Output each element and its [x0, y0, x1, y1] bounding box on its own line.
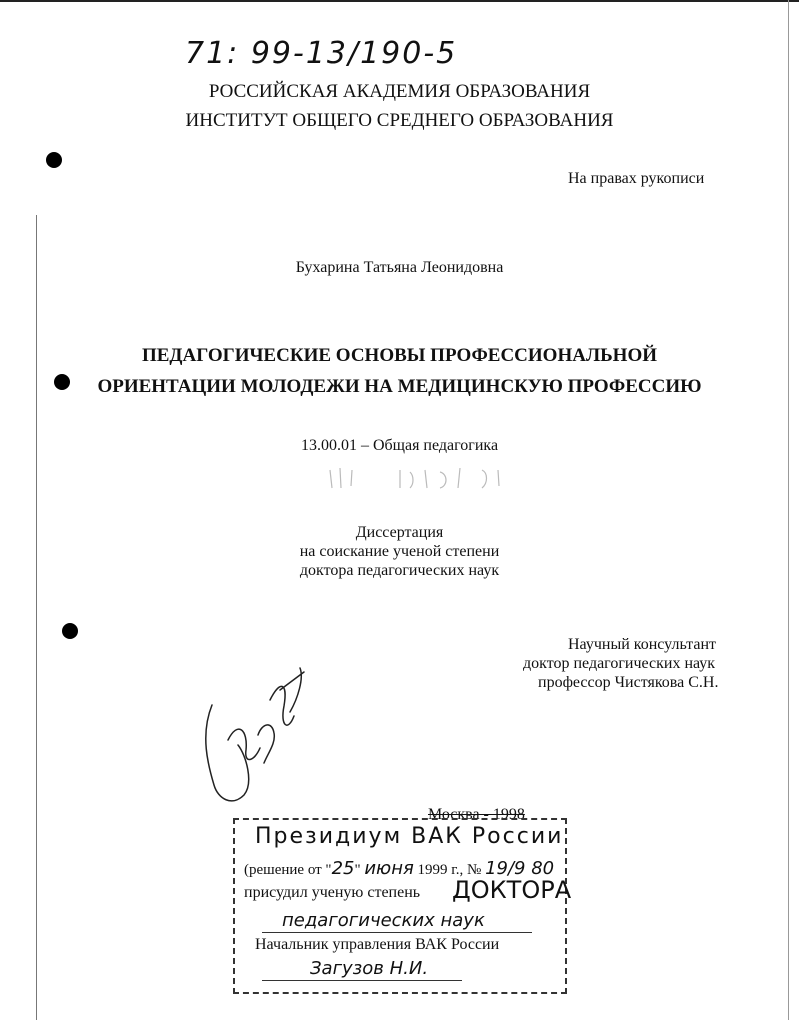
- stamp-decision-year: 1999 г., №: [417, 862, 482, 878]
- city-year: Москва - 1998: [428, 806, 525, 823]
- dissertation-line-2: на соискание ученой степени: [299, 543, 500, 560]
- dissertation-line-1: Диссертация: [355, 524, 444, 541]
- dissertation-line-3: доктора педагогических наук: [299, 562, 500, 579]
- manuscript-rights: На правах рукописи: [568, 170, 705, 187]
- title-line-2: ОРИЕНТАЦИИ МОЛОДЕЖИ НА МЕДИЦИНСКУЮ ПРОФЕССИЮ: [97, 376, 702, 397]
- stamp-underline: [262, 932, 532, 933]
- organization-line-2: ИНСТИТУТ ОБЩЕГО СРЕДНЕГО ОБРАЗОВАНИЯ: [185, 110, 614, 131]
- stamp-head-title: Начальник управления ВАК России: [255, 936, 500, 953]
- stamp-decision: (решение от "25" июня 1999 г., № 19/9 80: [244, 858, 555, 879]
- stamp-decision-prefix: (решение от ": [244, 862, 332, 878]
- stamp-degree: ДОКТОРА: [452, 876, 572, 904]
- stamp-decision-day: 25: [331, 858, 355, 879]
- stamp-decision-number: 19/9 80: [485, 858, 555, 879]
- author-name: Бухарина Татьяна Леонидовна: [295, 259, 504, 276]
- consultant-line-3: профессор Чистякова С.Н.: [538, 674, 719, 691]
- stamp-underline: [262, 980, 462, 981]
- consultant-line-2: доктор педагогических наук: [523, 655, 716, 672]
- title-line-1: ПЕДАГОГИЧЕСКИЕ ОСНОВЫ ПРОФЕССИОНАЛЬНОЙ: [141, 345, 658, 366]
- stamp-science-field: педагогических наук: [282, 910, 485, 931]
- stamp-award-text: присудил ученую степень: [244, 884, 421, 901]
- consultant-line-1: Научный консультант: [568, 636, 716, 653]
- stamp-head-signature: Загузов Н.И.: [310, 958, 429, 979]
- stamp-title: Президиум ВАК России: [255, 824, 564, 849]
- catalog-number: 71: 99-13/190-5: [185, 36, 458, 71]
- organization-line-1: РОССИЙСКАЯ АКАДЕМИЯ ОБРАЗОВАНИЯ: [208, 81, 591, 102]
- stamp-decision-month: июня: [364, 858, 414, 879]
- specialty: 13.00.01 – Общая педагогика: [300, 437, 499, 454]
